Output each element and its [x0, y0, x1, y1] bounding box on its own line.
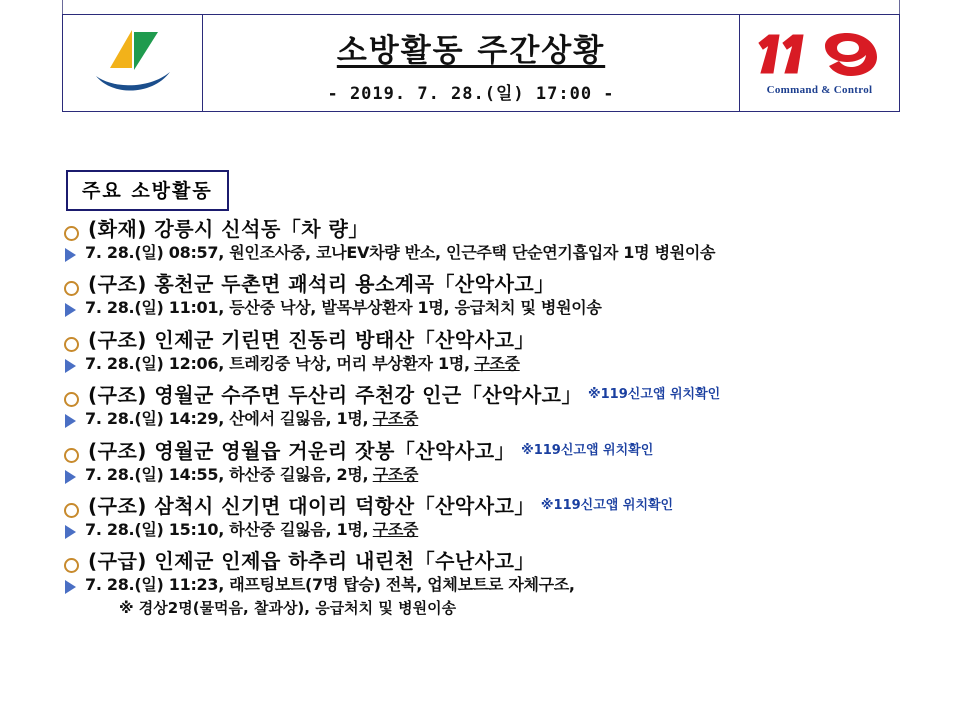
ring-bullet-icon: [64, 448, 79, 463]
incident-detail-row: [65, 299, 944, 317]
incident-headline-row: [64, 440, 944, 463]
ring-bullet-icon: [64, 503, 79, 518]
gangwon-emblem-icon: [90, 26, 176, 101]
header-title-cell: [203, 15, 739, 111]
incident-status: 구조중: [372, 409, 419, 429]
incident-headline: (화재) 강릉시 신석동「차 량」: [88, 217, 369, 241]
incident-detail: 7. 28.(일) 11:23, 래프팅보트(7명 탑승) 전복, 업체보트로 자체구조,: [85, 575, 575, 595]
page-top-frame: [62, 0, 900, 14]
triangle-arrow-icon: [65, 525, 76, 539]
ring-bullet-icon: [64, 226, 79, 241]
incident-detail: 7. 28.(일) 14:55, 하산중 길잃음, 2명,: [85, 464, 369, 484]
triangle-arrow-icon: [65, 414, 76, 428]
incident-sub-note: ※ 경상2명(물먹음, 찰과상), 응급처치 및 병원이송: [119, 598, 457, 617]
ring-bullet-icon: [64, 558, 79, 573]
triangle-arrow-icon: [65, 359, 76, 373]
incident-detail: 7. 28.(일) 12:06, 트레킹중 낙상, 머리 부상환자 1명,: [85, 353, 470, 373]
list-item: [64, 495, 944, 539]
incident-status: 구조중: [372, 519, 419, 539]
incident-detail: 7. 28.(일) 15:10, 하산중 길잃음, 1명,: [85, 519, 369, 539]
report-datetime: - 2019. 7. 28.(일) 17:00 -: [327, 83, 615, 104]
section-title-box: [66, 170, 229, 211]
incident-headline-row: [64, 550, 944, 573]
incident-detail-row: [65, 521, 944, 539]
ring-bullet-icon: [64, 281, 79, 296]
incident-detail-row: [65, 410, 944, 428]
incident-headline-row: [64, 329, 944, 352]
incident-headline-row: [64, 273, 944, 296]
incident-detail-row: [65, 355, 944, 373]
incident-headline-row: [64, 384, 944, 407]
incident-detail-row: [65, 576, 944, 594]
incident-detail-row: [65, 244, 944, 262]
triangle-arrow-icon: [65, 580, 76, 594]
incident-headline-note: ※119신고앱 위치확인: [588, 387, 721, 403]
triangle-arrow-icon: [65, 470, 76, 484]
brand-subtitle: Command & Control: [766, 83, 873, 96]
incident-detail: 7. 28.(일) 14:29, 산에서 길잃음, 1명,: [85, 409, 369, 429]
brand-119-icon: [755, 31, 885, 82]
page-title: 소방활동 주간상황: [336, 32, 606, 69]
incident-headline: (구조) 영월군 영월읍 거운리 잣봉「산악사고」: [88, 438, 516, 463]
list-item: [64, 329, 944, 373]
triangle-arrow-icon: [65, 248, 76, 262]
document-header: [62, 14, 900, 112]
incident-headline: (구조) 영월군 수주면 두산리 주천강 인근「산악사고」: [88, 383, 582, 408]
incident-list: [64, 218, 944, 626]
incident-headline-note: ※119신고앱 위치확인: [540, 497, 674, 513]
incident-headline-row: [64, 218, 944, 241]
incident-detail: 7. 28.(일) 08:57, 원인조사중, 코나EV차량 반소, 인근주택 단순연기흡입자 1명 병원이송: [85, 243, 716, 262]
list-item: [64, 550, 944, 617]
incident-headline-row: [64, 495, 944, 518]
incident-headline: (구조) 인제군 기린면 진동리 방태산「산악사고」: [88, 327, 535, 352]
list-item: [64, 440, 944, 484]
incident-detail-row: [65, 466, 944, 484]
ring-bullet-icon: [64, 392, 79, 407]
ring-bullet-icon: [64, 337, 79, 352]
list-item: [64, 218, 944, 262]
incident-status: 구조중: [474, 353, 520, 373]
incident-status: 구조중: [372, 464, 419, 484]
list-item: [64, 384, 944, 428]
list-item: [64, 273, 944, 317]
incident-headline: (구급) 인제군 인제읍 하추리 내린천「수난사고」: [88, 549, 535, 574]
triangle-arrow-icon: [65, 303, 76, 317]
incident-detail: 7. 28.(일) 11:01, 등산중 낙상, 발목부상환자 1명, 응급처치 및 병원이송: [85, 298, 602, 318]
header-brand-cell: [739, 15, 899, 111]
incident-headline: (구조) 홍천군 두촌면 괘석리 용소계곡「산악사고」: [88, 272, 555, 297]
header-logo-cell: [63, 15, 203, 111]
section-title: 주요 소방활동: [82, 180, 213, 202]
incident-headline: (구조) 삼척시 신기면 대이리 덕항산「산악사고」: [88, 493, 535, 518]
incident-headline-note: ※119신고앱 위치확인: [521, 442, 654, 458]
